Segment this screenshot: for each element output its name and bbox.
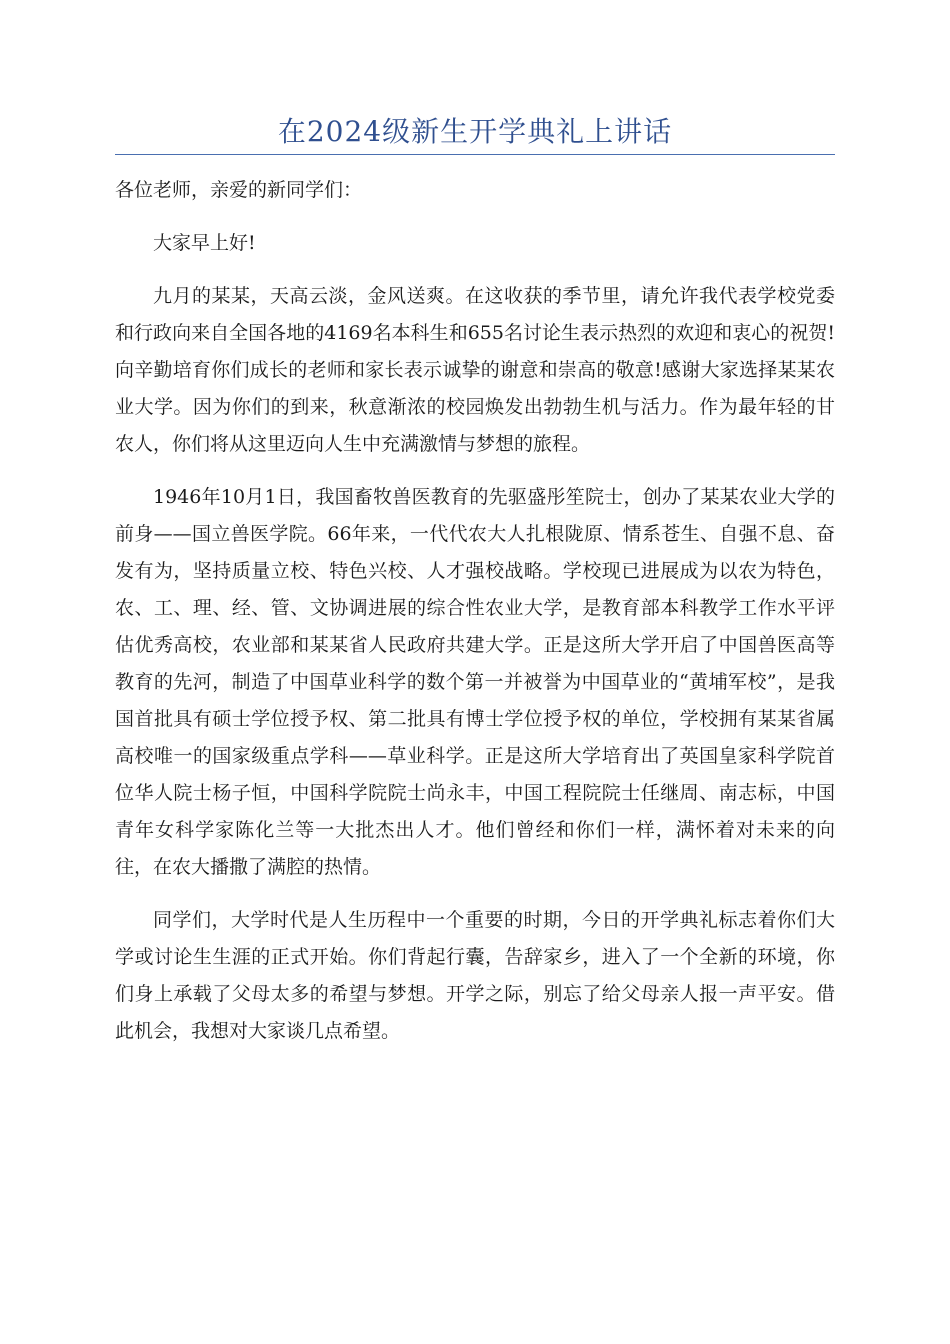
document-body: [115, 172, 835, 1066]
paragraph-1: 九月的某某，天高云淡，金风送爽。在这收获的季节里，请允许我代表学校党委和行政向来自全国各地的4169名本科生和655名讨论生表示热烈的欢迎和衷心的祝贺!向辛勤培育你们成长的老师和家长表示诚挚的谢意和崇高的敬意!感谢大家选择某某农业大学。因为你们的到来，秋意渐浓的校园焕发出勃勃生机与活力。作为最年轻的甘农人，你们将从这里迈向人生中充满激情与梦想的旅程。: [115, 285, 835, 455]
greeting: 大家早上好!: [153, 232, 256, 254]
paragraph-3: 同学们，大学时代是人生历程中一个重要的时期，今日的开学典礼标志着你们大学或讨论生生涯的正式开始。你们背起行囊，告辞家乡，进入了一个全新的环境，你们身上承载了父母太多的希望与梦想。开学之际，别忘了给父母亲人报一声平安。借此机会，我想对大家谈几点希望。: [115, 909, 835, 1042]
paragraph-2: 1946年10月1日，我国畜牧兽医教育的先驱盛彤笙院士，创办了某某农业大学的前身——国立兽医学院。66年来，一代代农大人扎根陇原、情系苍生、自强不息、奋发有为，坚持质量立校、特色兴校、人才强校战略。学校现已进展成为以农为特色，农、工、理、经、管、文协调进展的综合性农业大学，是教育部本科教学工作水平评估优秀高校，农业部和某某省人民政府共建大学。正是这所大学开启了中国兽医高等教育的先河，制造了中国草业科学的数个第一并被誉为中国草业的“黄埔军校”，是我国首批具有硕士学位授予权、第二批具有博士学位授予权的单位，学校拥有某某省属高校唯一的国家级重点学科——草业科学。正是这所大学培育出了英国皇家科学院首位华人院士杨子恒，中国科学院院士尚永丰，中国工程院院士任继周、南志标，中国青年女科学家陈化兰等一大批杰出人才。他们曾经和你们一样，满怀着对未来的向往，在农大播撒了满腔的热情。: [115, 486, 835, 878]
document-title: 在2024级新生开学典礼上讲话: [277, 115, 673, 148]
title-underline: [115, 154, 835, 155]
salutation: 各位老师，亲爱的新同学们：: [115, 179, 363, 201]
